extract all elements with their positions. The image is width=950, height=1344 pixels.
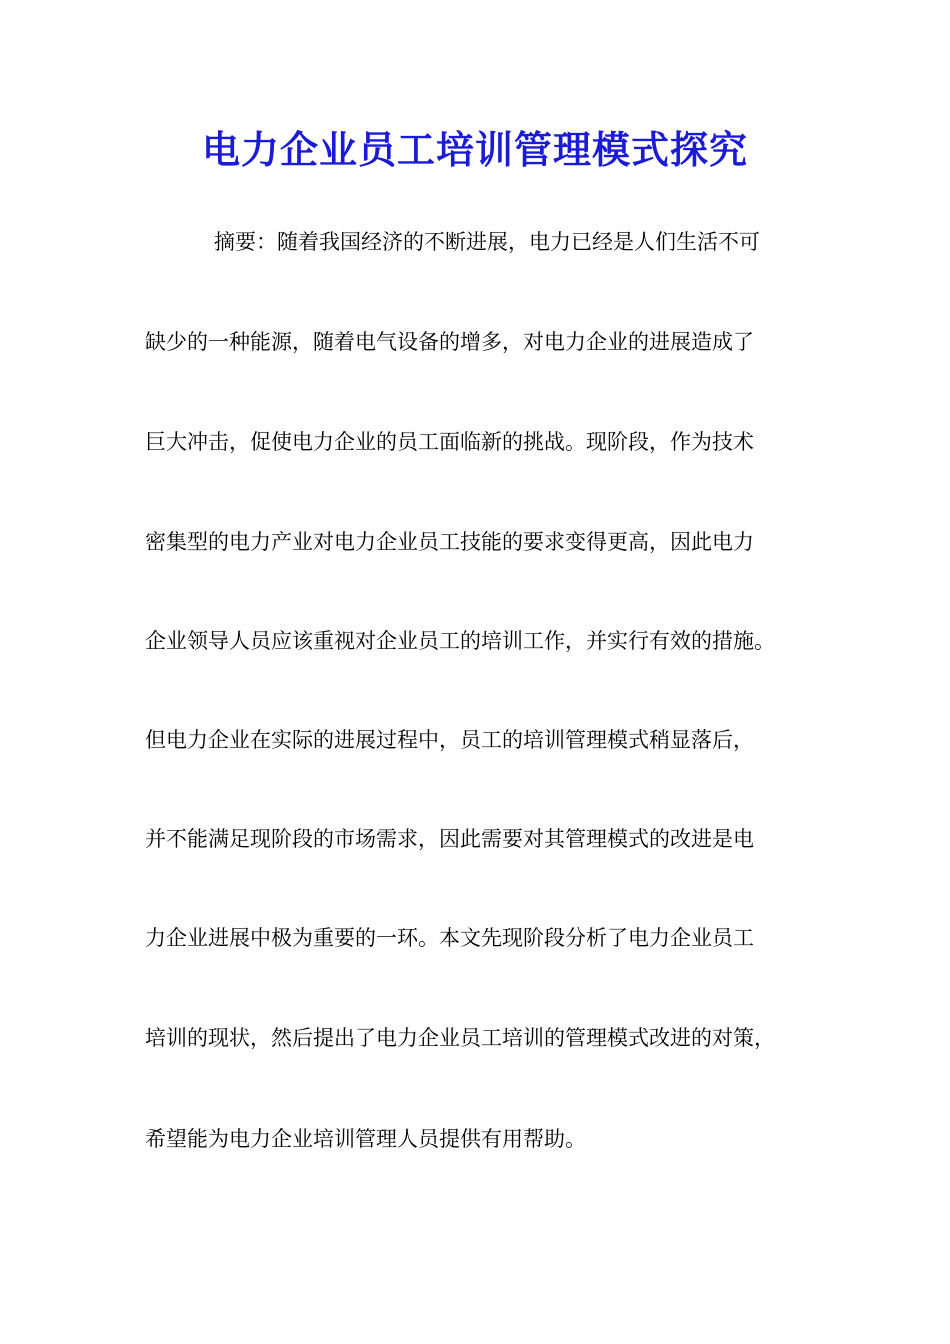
abstract-line-1: 摘要：随着我国经济的不断进展，电力已经是人们生活不可: [214, 230, 760, 254]
abstract-line-3: 巨大冲击，促使电力企业的员工面临新的挑战。现阶段，作为技术: [145, 430, 754, 454]
abstract-line-4: 密集型的电力产业对电力企业员工技能的要求变得更高，因此电力: [145, 530, 754, 554]
abstract-line-10: 希望能为电力企业培训管理人员提供有用帮助。: [145, 1127, 586, 1151]
abstract-line-9: 培训的现状，然后提出了电力企业员工培训的管理模式改进的对策，: [145, 1026, 775, 1050]
abstract-line-6: 但电力企业在实际的进展过程中，员工的培训管理模式稍显落后，: [145, 728, 754, 752]
document-title: 电力企业员工培训管理模式探究: [201, 127, 748, 172]
abstract-line-2: 缺少的一种能源，随着电气设备的增多，对电力企业的进展造成了: [145, 330, 754, 354]
abstract-line-7: 并不能满足现阶段的市场需求，因此需要对其管理模式的改进是电: [145, 827, 754, 851]
abstract-line-8: 力企业进展中极为重要的一环。本文先现阶段分析了电力企业员工: [145, 926, 754, 950]
abstract-line-5: 企业领导人员应该重视对企业员工的培训工作，并实行有效的措施。: [145, 629, 775, 653]
